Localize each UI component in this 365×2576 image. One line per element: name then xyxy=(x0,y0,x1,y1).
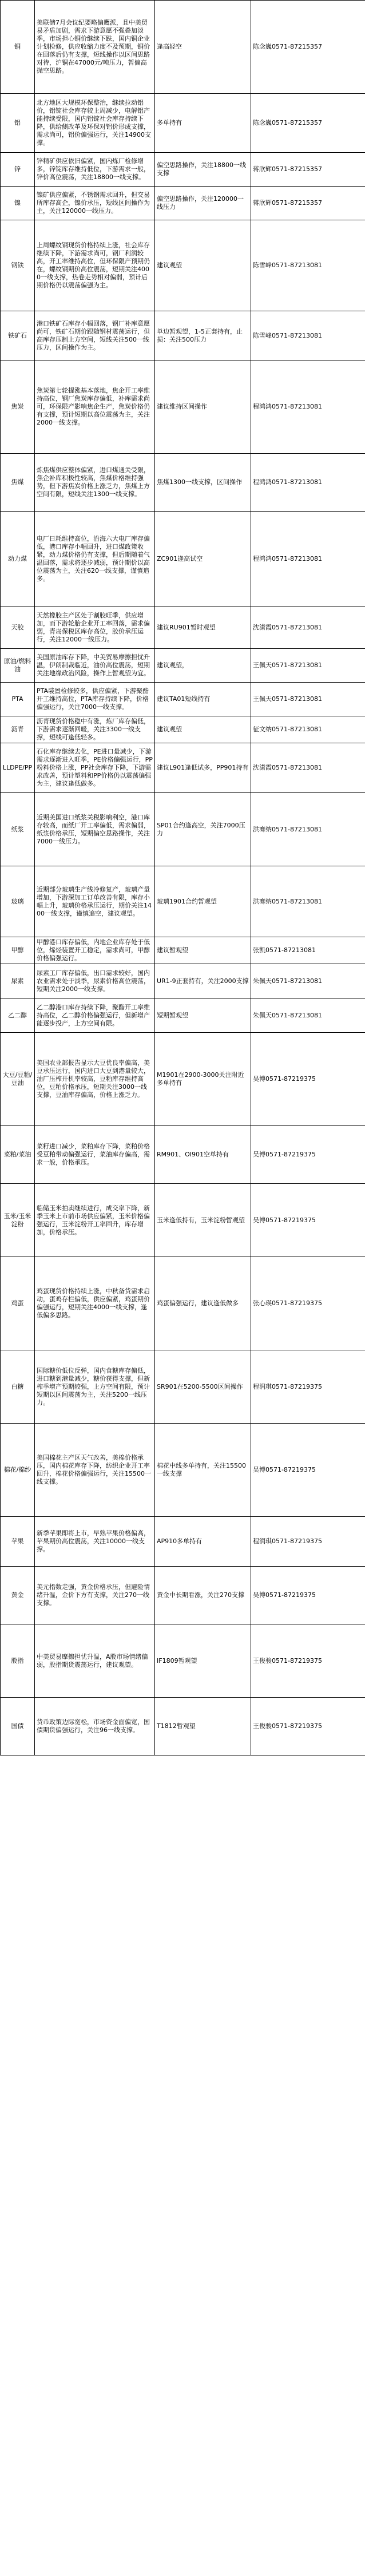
view-cell: 逢高轻空 xyxy=(155,1,251,94)
table-row xyxy=(1,153,365,187)
contact-cell: 程鸿鸿0571-87213081 xyxy=(251,454,365,512)
table-row xyxy=(1,360,365,454)
commodity-name-cell: 甲醇 xyxy=(1,937,35,964)
contact-cell: 沈潇霞0571-87213081 xyxy=(251,607,365,649)
analysis-cell: 锌精矿供应依旧偏紧，国内炼厂检修增多，锌锭库存维持低位，下游需求一般，锌价高位震荡，关注18800一线支撑。 xyxy=(35,153,155,187)
table-row xyxy=(1,1257,365,1350)
commodity-name-cell: 铝 xyxy=(1,94,35,153)
view-cell: AP910多单持有 xyxy=(155,1517,251,1567)
contact-cell: 吴博0571-87219375 xyxy=(251,1184,365,1257)
analysis-cell: 近期美国进口纸浆关税影响利空，港口库存较高，而纸厂开工率偏低，需求偏弱，纸浆价格承压，短期偏空思路操作，关注7000一线压力。 xyxy=(35,793,155,866)
table-row xyxy=(1,1350,365,1424)
analysis-cell: 中美贸易摩擦担忧升温，A股市场情绪偏弱，股指期货震荡运行，建议观望。 xyxy=(35,1624,155,1698)
commodity-name-cell: 焦炭 xyxy=(1,360,35,454)
contact-cell: 吴博0571-87219375 xyxy=(251,1126,365,1184)
contact-cell: 蒋欣辉0571-87215357 xyxy=(251,187,365,220)
table-row xyxy=(1,454,365,512)
analysis-cell: 北方地区大规模环保整治，继续拉动铝价，铝锭社会库存较上周减少，电解铝产能持续受限，国内铝锭社会库存持续下降，供给侧改革及环保对铝价形成支撑，需求尚可，铝价偏强运行，关注14900支撑。 xyxy=(35,94,155,153)
commodity-name-cell: 原油/燃料油 xyxy=(1,649,35,683)
analysis-cell: 石化库存继续去化，PE进口量减少，下游需求逐渐进入旺季，PE价格偏强运行，PP粉料价格上涨，PP社会库存下降，下游需求改善，预计塑料和PP价格仍以震荡偏强为主，建议逢低做多。 xyxy=(35,743,155,793)
view-cell: 建议维持区间操作 xyxy=(155,360,251,454)
table-row xyxy=(1,1184,365,1257)
commodity-name-cell: 镍 xyxy=(1,187,35,220)
commodity-name-cell: 菜粕/菜油 xyxy=(1,1126,35,1184)
analysis-cell: PTA装置检修较多，供应偏紧，下游聚酯开工维持高位，PTA库存持续下降，价格偏强运行，关注7000一线支撑。 xyxy=(35,683,155,716)
contact-cell: 蒋欣辉0571-87215357 xyxy=(251,153,365,187)
analysis-cell: 电厂日耗维持高位，沿海六大电厂库存偏低，港口库存小幅回升，进口煤政策收紧，动力煤价格仍有支撑，但后期随着气温回落，需求将逐步减弱，预计期价以高位震荡为主，关注620一线支撑，谨慎追多。 xyxy=(35,512,155,607)
analysis-cell: 近期部分玻璃生产线冷修复产，玻璃产量增加，下游深加工订单改善有限，库存小幅上升，玻璃价格承压运行，期价关注1400一线支撑，谨慎追空，建议观望。 xyxy=(35,866,155,937)
table-row xyxy=(1,1567,365,1624)
contact-cell: 程鸿鸿0571-87213081 xyxy=(251,360,365,454)
analysis-cell: 新季苹果即将上市，早熟苹果价格偏高，苹果期价高位震荡，关注10000一线支撑。 xyxy=(35,1517,155,1567)
commodity-name-cell: 大豆/豆粕/豆油 xyxy=(1,1033,35,1126)
contact-cell: 陈雪峰0571-87213081 xyxy=(251,311,365,360)
contact-cell: 王俊骏0571-87219375 xyxy=(251,1624,365,1698)
contact-cell: 朱佩天0571-87213081 xyxy=(251,964,365,998)
contact-cell: 张心瑛0571-87219375 xyxy=(251,1257,365,1350)
contact-cell: 张凯0571-87213081 xyxy=(251,937,365,964)
analysis-cell: 甲醇港口库存偏低，内地企业库存处于低位，烯烃装置开工稳定，需求尚可，甲醇价格偏强运行。 xyxy=(35,937,155,964)
table-row xyxy=(1,1126,365,1184)
table-row xyxy=(1,1624,365,1698)
view-cell: 建议L901逢低试多，PP901持有 xyxy=(155,743,251,793)
view-cell: 棉花中线多单持有，关注15500一线支撑 xyxy=(155,1424,251,1517)
table-row xyxy=(1,998,365,1033)
view-cell: 建议观望， xyxy=(155,649,251,683)
view-cell: RM901、OI901空单持有 xyxy=(155,1126,251,1184)
view-cell: T1812暂观望 xyxy=(155,1698,251,1755)
table-row xyxy=(1,311,365,360)
commodity-name-cell: 国债 xyxy=(1,1698,35,1755)
commodity-name-cell: 苹果 xyxy=(1,1517,35,1567)
commodity-name-cell: 乙二醇 xyxy=(1,998,35,1033)
commodity-name-cell: 钢铁 xyxy=(1,220,35,311)
contact-cell: 朱佩天0571-87213081 xyxy=(251,998,365,1033)
commodity-name-cell: 铁矿石 xyxy=(1,311,35,360)
commodity-name-cell: 尿素 xyxy=(1,964,35,998)
view-cell: 鸡蛋偏强运行，建议逢低做多 xyxy=(155,1257,251,1350)
commodity-name-cell: 股指 xyxy=(1,1624,35,1698)
view-cell: M1901在2900-3000关注附近多单持有 xyxy=(155,1033,251,1126)
analysis-cell: 国际糖价低位反弹，国内食糖库存偏低，进口糖到港量减少，糖价获得支撑，但新榨季增产预期较强，上方空间有限，预计短期以区间震荡为主，关注5200一线压力。 xyxy=(35,1350,155,1424)
view-cell: 短期暂观望 xyxy=(155,998,251,1033)
analysis-cell: 货币政策边际宽松，市场资金面偏宽，国债期货偏强运行，关注96一线支撑。 xyxy=(35,1698,155,1755)
table-row xyxy=(1,220,365,311)
table-row xyxy=(1,683,365,716)
analysis-cell: 美联储7月会议纪要略偏鹰派，且中美贸易矛盾加剧，需求下游意愿不强叠加淡季，市场担心铜价继续下跌，国内铜企业计划检修，供应收缩力度不及预期，铜价在回落后仍有支撑，短线操作以区间思路对待，沪铜在47000元/吨压力，暂偏高抛空思路。 xyxy=(35,1,155,94)
analysis-cell: 港口铁矿石库存小幅回落，钢厂补库意愿尚可，铁矿石期价跟随钢材震荡运行，但高库存压制上方空间，短线关注500一线压力，区间操作为主。 xyxy=(35,311,155,360)
contact-cell: 吴博0571-87219375 xyxy=(251,1033,365,1126)
analysis-cell: 临储玉米拍卖继续进行，成交率下降，新季玉米上市前市场供应偏紧，玉米价格偏强运行，玉米淀粉开工率回升，库存增加，价格承压。 xyxy=(35,1184,155,1257)
commodity-name-cell: LLDPE/PP xyxy=(1,743,35,793)
analysis-cell: 菜籽进口减少，菜粕库存下降，菜粕价格受豆粕带动偏强运行，菜油库存偏高，需求一般，价格承压。 xyxy=(35,1126,155,1184)
commodity-name-cell: 锌 xyxy=(1,153,35,187)
table-row xyxy=(1,1,365,94)
table-body xyxy=(1,1,365,1755)
commodity-name-cell: 鸡蛋 xyxy=(1,1257,35,1350)
commodity-name-cell: 棉花/棉纱 xyxy=(1,1424,35,1517)
view-cell: 建议观望 xyxy=(155,220,251,311)
commodity-name-cell: 黄金 xyxy=(1,1567,35,1624)
analysis-cell: 乙二醇港口库存持续下降，聚酯开工率维持高位，乙二醇价格偏强运行，但新增产能逐步投产，上方空间有限。 xyxy=(35,998,155,1033)
contact-cell: 陈雪峰0571-87213081 xyxy=(251,220,365,311)
view-cell: SR901在5200-5500区间操作 xyxy=(155,1350,251,1424)
view-cell: ZC901逢高试空 xyxy=(155,512,251,607)
table-row xyxy=(1,793,365,866)
table-row xyxy=(1,1424,365,1517)
contact-cell: 王佩天0571-87213081 xyxy=(251,683,365,716)
table-row xyxy=(1,187,365,220)
view-cell: SP01合约逢高空，关注7000压力 xyxy=(155,793,251,866)
contact-cell: 陈念巍0571-87215357 xyxy=(251,94,365,153)
view-cell: 玻璃1901合约暂观望 xyxy=(155,866,251,937)
table-row xyxy=(1,1517,365,1567)
contact-cell: 程鸿鸿0571-87213081 xyxy=(251,512,365,607)
analysis-cell: 鸡蛋现货价格持续上涨，中秋备货需求启动，蛋鸡存栏偏低，供应偏紧，鸡蛋期价偏强运行，短期关注4000一线支撑，逢低偏多思路。 xyxy=(35,1257,155,1350)
view-cell: 偏空思路操作，关注120000一线压力 xyxy=(155,187,251,220)
table-row xyxy=(1,937,365,964)
commodity-name-cell: 沥青 xyxy=(1,716,35,743)
view-cell: 焦煤1300一线支撑，区间操作 xyxy=(155,454,251,512)
analysis-cell: 美元指数走强，黄金价格承压，但避险情绪升温，金价下方有支撑，关注270一线支撑。 xyxy=(35,1567,155,1624)
commodity-name-cell: 玻璃 xyxy=(1,866,35,937)
contact-cell: 陈念巍0571-87215357 xyxy=(251,1,365,94)
analysis-cell: 尿素工厂库存偏低，出口需求较好，国内农业需求处于淡季，尿素价格高位震荡，短期关注2000一线支撑。 xyxy=(35,964,155,998)
contact-cell: 沈潇霞0571-87213081 xyxy=(251,743,365,793)
view-cell: UR1-9正套持有，关注2000支撑 xyxy=(155,964,251,998)
commodity-name-cell: 铜 xyxy=(1,1,35,94)
view-cell: IF1809暂观望 xyxy=(155,1624,251,1698)
view-cell: 建议TA01短线持有 xyxy=(155,683,251,716)
contact-cell: 征文纳0571-87213081 xyxy=(251,716,365,743)
view-cell: 建议观望 xyxy=(155,716,251,743)
view-cell: 单边暂观望，1-5正套持有，止损：关注500压力 xyxy=(155,311,251,360)
commodity-name-cell: 焦煤 xyxy=(1,454,35,512)
commodity-name-cell: 天胶 xyxy=(1,607,35,649)
commodity-name-cell: 动力煤 xyxy=(1,512,35,607)
analysis-cell: 沥青现货价格稳中有涨，炼厂库存偏低，下游需求逐渐回暖，关注3300一线支撑，短线可逢低轻多。 xyxy=(35,716,155,743)
view-cell: 玉米逢低持有，玉米淀粉暂观望 xyxy=(155,1184,251,1257)
analysis-cell: 上周螺纹钢现货价格持续上涨，社会库存继续下降，下游需求尚可，钢厂利润较高，开工率维持高位，但环保限产预期仍在，螺纹钢期价高位震荡，短期关注4000一线支撑，热卷走势相对偏弱，预计后期价格仍以震荡偏强为主。 xyxy=(35,220,155,311)
table-row xyxy=(1,716,365,743)
contact-cell: 程润琪0571-87219375 xyxy=(251,1517,365,1567)
view-cell: 多单持有 xyxy=(155,94,251,153)
table-row xyxy=(1,866,365,937)
view-cell: 黄金中长期看涨，关注270支撑 xyxy=(155,1567,251,1624)
analysis-cell: 美国原油库存下降，中美贸易摩擦担忧升温，伊朗制裁临近，油价高位震荡，短期关注地缘政治风险，操作上暂观望为宜。 xyxy=(35,649,155,683)
contact-cell: 洪骞纳0571-87213081 xyxy=(251,866,365,937)
table-row xyxy=(1,1033,365,1126)
analysis-cell: 焦炭第七轮提涨基本落地，焦企开工率维持高位，钢厂焦炭库存偏低，补库需求尚可，环保限产影响焦企生产，焦炭价格仍有支撑，预计短期以高位震荡为主，关注2000一线支撑。 xyxy=(35,360,155,454)
contact-cell: 王佩天0571-87213081 xyxy=(251,649,365,683)
view-cell: 偏空思路操作，关注18800一线支撑 xyxy=(155,153,251,187)
contact-cell: 洪骞纳0571-87213081 xyxy=(251,793,365,866)
contact-cell: 王俊骏0571-87219375 xyxy=(251,1698,365,1755)
view-cell: 建议RU901暂时观望 xyxy=(155,607,251,649)
table-row xyxy=(1,649,365,683)
table-row xyxy=(1,607,365,649)
analysis-cell: 天然橡胶主产区处于割胶旺季，供应增加，而下游轮胎企业开工率回落，需求偏弱，青岛保税区库存高位，胶价承压运行，关注12000一线压力。 xyxy=(35,607,155,649)
contact-cell: 程润琪0571-87219375 xyxy=(251,1350,365,1424)
table-row xyxy=(1,94,365,153)
analysis-cell: 美国农业部报告显示大豆优良率偏高，美豆承压运行，国内进口大豆到港量较大，油厂压榨开机率较高，豆粕库存维持高位，豆粕价格承压，短期关注3000一线支撑，豆油库存偏高，价格上涨乏力。 xyxy=(35,1033,155,1126)
analysis-cell: 镍矿供应偏紧，不锈钢需求回升，但交易所库存高企，镍价承压，短线区间操作为主，关注120000一线压力。 xyxy=(35,187,155,220)
table-row xyxy=(1,743,365,793)
table-row xyxy=(1,512,365,607)
contact-cell: 吴博0571-87219375 xyxy=(251,1424,365,1517)
commodity-name-cell: 玉米/玉米淀粉 xyxy=(1,1184,35,1257)
contact-cell: 吴博0571-87219375 xyxy=(251,1567,365,1624)
table-row xyxy=(1,1698,365,1755)
view-cell: 建议暂观望 xyxy=(155,937,251,964)
analysis-cell: 美国棉花主产区天气改善，美棉价格承压，国内棉花库存下降，纺织企业开工率回升，棉花价格偏强运行，关注15500一线支撑。 xyxy=(35,1424,155,1517)
analysis-cell: 炼焦煤供应整体偏紧，进口煤通关受限，焦企补库积极性较高，焦煤价格维持强势，但下游焦炭价格上涨乏力，焦煤上方空间有限，短线关注1300一线支撑。 xyxy=(35,454,155,512)
commodity-name-cell: 白糖 xyxy=(1,1350,35,1424)
table-row xyxy=(1,964,365,998)
commodity-name-cell: PTA xyxy=(1,683,35,716)
commodity-name-cell: 纸浆 xyxy=(1,793,35,866)
